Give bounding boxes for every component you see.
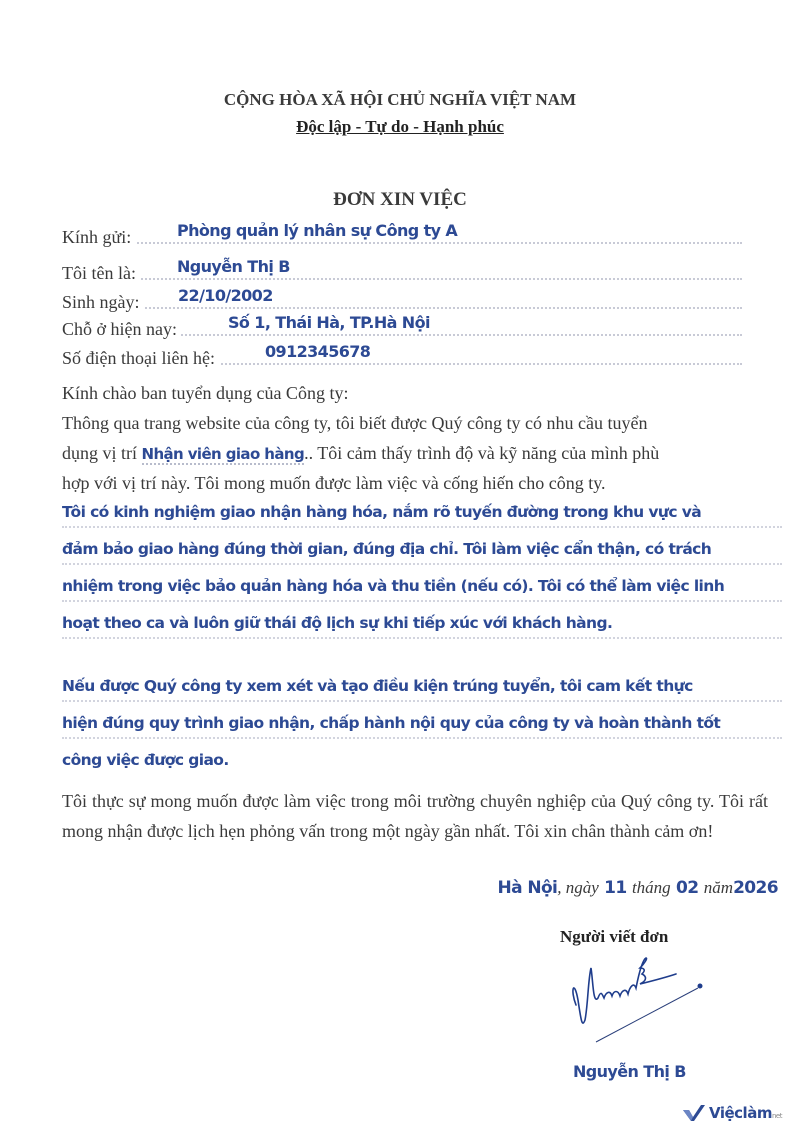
brand-name [709,1104,782,1122]
field-value-address[interactable]: Số 1, Thái Hà, TP.Hà Nội [228,313,430,332]
experience-line: hoạt theo ca và luôn giữ thái độ lịch sự khi tiếp xúc với khách hàng. [62,614,613,632]
field-recipient [62,220,742,248]
commitment-line: hiện đúng quy trình giao nhận, chấp hành nội quy của công ty và hoàn thành tốt [62,714,721,732]
dotted-line [62,700,782,702]
experience-paragraph[interactable] [62,493,762,641]
brand-suffix: net [771,1112,782,1120]
field-label: Kính gửi: [62,227,135,248]
dotted-line [62,563,782,565]
field-birthdate [62,285,742,313]
dotted-line [62,242,742,244]
field-label: Tôi tên là: [62,263,140,284]
commitment-line: Nếu được Quý công ty xem xét và tạo điều kiện trúng tuyển, tôi cam kết thực [62,677,693,695]
dotted-line [62,526,782,528]
nation-header: CỘNG HÒA XÃ HỘI CHỦ NGHĨA VIỆT NAM [223,90,577,109]
commitment-line: công việc được giao. [62,751,229,769]
field-value-birthdate[interactable]: 22/10/2002 [178,286,273,305]
field-name [62,256,742,284]
motto [0,117,800,137]
year-label: năm [703,878,734,897]
date-sep: , [557,878,566,897]
field-value-phone[interactable]: 0912345678 [265,342,371,361]
day-label: ngày [565,878,599,897]
dotted-line [62,637,782,639]
intro-line-1: Thông qua trang website của công ty, tôi biết được Quý công ty có nhu cầu tuyển [62,413,648,433]
document-title: ĐƠN XIN VIỆC [333,189,467,210]
position-field[interactable]: Nhận viên giao hàng [141,445,305,463]
experience-line: Tôi có kinh nghiệm giao nhận hàng hóa, nắm rõ tuyến đường trong khu vực và [62,503,702,521]
checkmark-logo-icon [683,1105,705,1121]
experience-line: đảm bảo giao hàng đúng thời gian, đúng địa chỉ. Tôi làm việc cẩn thận, có trách [62,540,712,558]
intro-line-2 [62,438,768,468]
intro-paragraph [62,378,768,498]
field-label: Số điện thoại liên hệ: [62,348,219,369]
dotted-line [62,307,742,309]
field-address [62,312,742,340]
date-year[interactable]: 2026 [733,878,778,898]
dotted-line [62,737,782,739]
signature-icon [568,950,718,1045]
experience-line: nhiệm trong việc bảo quản hàng hóa và thu tiền (nếu có). Tôi có thể làm việc linh [62,577,725,595]
date-month[interactable]: 02 [676,878,699,898]
motto-text: Độc lập - Tự do - Hạnh phúc [296,117,504,136]
dotted-line [62,600,782,602]
commitment-paragraph[interactable] [62,667,762,778]
brand-text: Việclàm [709,1104,772,1122]
signer-name: Nguyễn Thị B [573,1062,686,1081]
brand-logo[interactable] [683,1104,782,1122]
intro-text: dụng vị trí [62,443,142,463]
greeting: Kính chào ban tuyển dụng của Công ty: [62,383,349,403]
date-line [498,878,779,898]
signer-label: Người viết đơn [560,927,669,946]
dotted-line [62,278,742,280]
field-label: Chỗ ở hiện nay: [62,319,181,340]
intro-text: .. Tôi cảm thấy trình độ và kỹ năng của mình phù [304,443,660,463]
intro-line-3: hợp với vị trí này. Tôi mong muốn được làm việc và cống hiến cho công ty. [62,473,606,493]
field-value-recipient[interactable]: Phòng quản lý nhân sự Công ty A [177,221,458,240]
closing-paragraph: Tôi thực sự mong muốn được làm việc trong môi trường chuyên nghiệp của Quý công ty. Tôi rất mong nhận được lịch hẹn phỏng vấn trong một ngày gần nhất. Tôi xin chân thành cảm ơn! [62,791,768,841]
field-label: Sinh ngày: [62,292,144,313]
field-value-name[interactable]: Nguyễn Thị B [177,257,290,276]
field-phone [62,341,742,369]
date-day[interactable]: 11 [604,878,627,898]
date-place[interactable]: Hà Nội [497,878,558,898]
month-label: tháng [631,878,671,897]
